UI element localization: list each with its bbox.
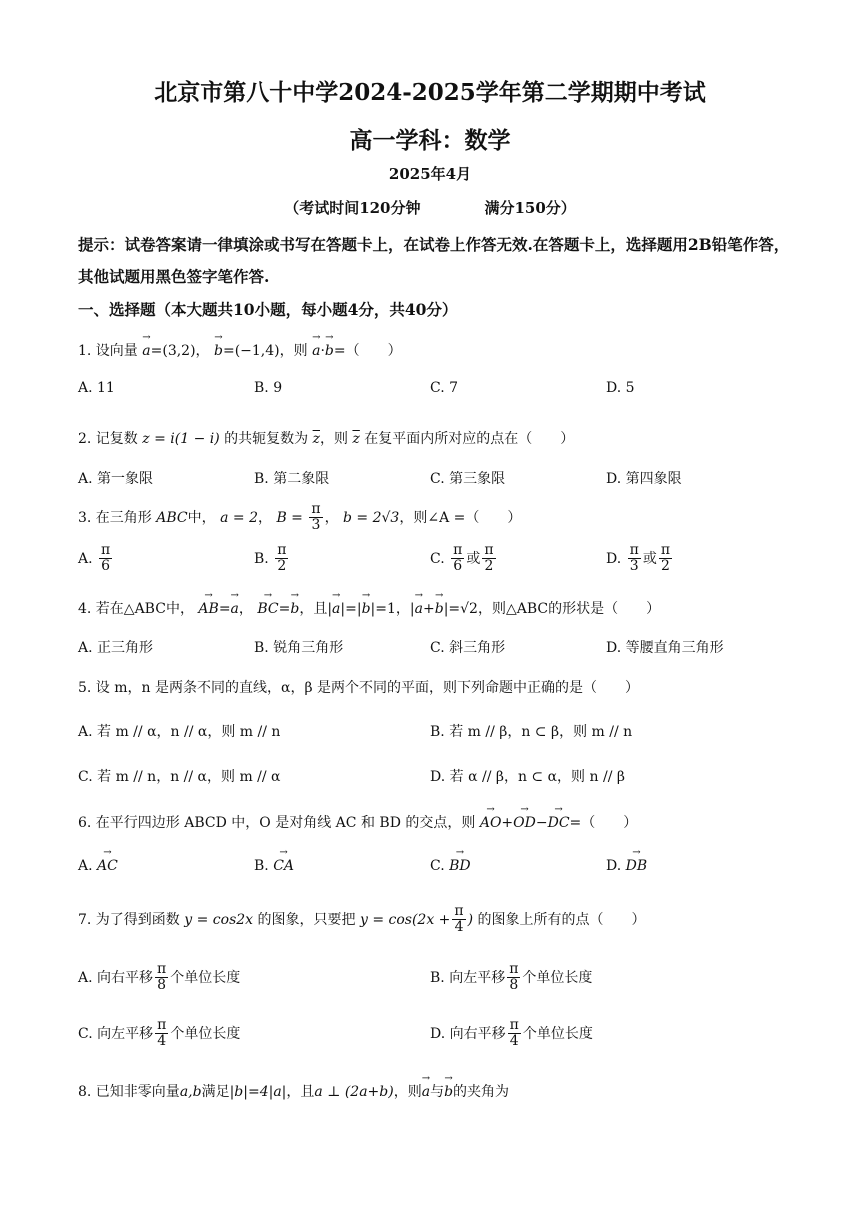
exam-info — [0, 197, 860, 218]
q2-stem2: 的共轭复数为 — [224, 431, 309, 447]
q6-c-vec: → BD — [449, 858, 471, 874]
q4-vb: → b — [290, 601, 299, 617]
q1-eq: =（ ） — [333, 343, 402, 359]
q2-stem4: 在复平面内所对应的点在（ ） — [364, 431, 575, 447]
q7-stem2: 的图象，只要把 — [257, 911, 356, 928]
question-2 — [78, 428, 574, 448]
exam-score: 满分150分） — [484, 199, 576, 217]
q1-option-b: B. 9 — [254, 380, 283, 396]
q7-option-c — [78, 1018, 240, 1050]
q7-c-num: π — [157, 1017, 167, 1033]
vector-b2: → b — [325, 343, 334, 359]
exam-time: （考试时间120分钟 — [284, 199, 421, 217]
q3-option-d — [606, 543, 674, 575]
q7-option-b — [430, 962, 592, 994]
q7-f2a: y = cos(2x + — [359, 911, 451, 928]
q2-option-d: D. 第四象限 — [606, 471, 682, 487]
q3-stem2: 中， — [187, 509, 216, 526]
q6-b-label: B. — [254, 858, 269, 874]
q7-a-post: 个单位长度 — [170, 969, 241, 986]
vector-AO: → AO — [480, 815, 502, 831]
q7-c-pre: C. 向左平移 — [78, 1025, 154, 1042]
vector-a2: → a — [312, 343, 320, 359]
exam-date: 2025年4月 — [388, 165, 472, 183]
q8-cond: |b|=4|a| — [229, 1084, 287, 1100]
q6-a-label: A. — [78, 858, 93, 874]
q6-c-label: C. — [430, 858, 445, 874]
vector-DC: → DC — [548, 815, 570, 831]
q1-option-a: A. 11 — [78, 380, 115, 396]
q4-option-d: D. 等腰直角三角形 — [606, 640, 724, 656]
q7-frac — [452, 904, 465, 936]
q8-stem3: ，且 — [286, 1084, 315, 1100]
q3-num: π — [311, 501, 321, 517]
q7-d-num: π — [509, 1017, 519, 1033]
q3-d-or: 或 — [642, 550, 657, 567]
vector-BC: → BC — [257, 601, 278, 617]
q8-b: → b — [444, 1084, 453, 1100]
q7-c-frac — [155, 1018, 168, 1050]
vector-AB: → AB — [198, 601, 218, 617]
q4-plus: + — [422, 601, 435, 617]
q4-option-b: B. 锐角三角形 — [254, 640, 344, 656]
question-1: 1. 设向量 → a=(3,2)， → b=(−1,4)，则 → a·→ b=（ ） — [78, 340, 402, 360]
q3-B: B = — [276, 509, 303, 526]
q2-option-b: B. 第二象限 — [254, 471, 330, 487]
q7-b-num: π — [509, 961, 519, 977]
q3-b: b = 2√3 — [343, 509, 400, 526]
q5-option-d: D. 若 α // β，n ⊂ α，则 n // β — [430, 769, 625, 785]
q4-cond4: |=√2，则△ABC的形状是（ ） — [443, 601, 661, 617]
q7-a-den: 8 — [157, 977, 167, 994]
q3-b-label: B. — [254, 550, 269, 567]
q3-option-c — [430, 543, 498, 575]
q8-ab: a,b — [179, 1084, 202, 1100]
q3-d-frac2 — [659, 543, 672, 575]
q8-stem1: 8. 已知非零向量 — [78, 1084, 180, 1100]
q3-a-num: π — [101, 542, 111, 558]
exam-title: 北京市第八十中学2024-2025学年第二学期期中考试 — [154, 79, 706, 106]
q1-tail: ，则 — [279, 343, 308, 359]
q8-stem2: 满足 — [201, 1084, 230, 1100]
q5-option-a: A. 若 m // α，n // α，则 m // n — [78, 724, 281, 740]
q3-d-d2: 2 — [660, 558, 670, 575]
q7-num: π — [454, 903, 464, 919]
q7-a-num: π — [157, 961, 167, 977]
q3-c-d1: 6 — [453, 558, 463, 575]
q2-stem3: ，则 — [320, 431, 348, 447]
q7-c-den: 4 — [157, 1033, 167, 1050]
q3-c-n2: π — [484, 542, 494, 558]
q8-perp: a ⊥ (2a+b) — [314, 1084, 394, 1100]
q3-c-label: C. — [430, 550, 445, 567]
q4-stem1: 4. 若在△ABC中， — [78, 601, 194, 617]
q3-d-frac1 — [628, 543, 641, 575]
q1-option-d: D. 5 — [606, 380, 635, 396]
q6-stem: 6. 在平行四边形 ABCD 中，O 是对角线 AC 和 BD 的交点，则 — [78, 815, 476, 831]
vector-OD: → OD — [513, 815, 536, 831]
vector-b: → b — [214, 343, 223, 359]
q7-stem3: 的图象上所有的点（ ） — [477, 911, 646, 928]
q4-va2: → a — [332, 601, 340, 617]
q3-a-den: 6 — [101, 558, 111, 575]
q6-b-vec: → CA — [273, 858, 294, 874]
question-7 — [78, 904, 646, 936]
q8-a: → a — [422, 1084, 430, 1100]
q3-b-num: π — [277, 542, 287, 558]
q2-zbar: $\overline{z}$ — [312, 431, 320, 447]
q7-b-frac — [507, 962, 520, 994]
question-4: 4. 若在△ABC中， → AB=→ a， → BC=→ b，且|→ a|=|→ b|=1，|→ a+→ b|=√2，则△ABC的形状是（ ） — [78, 598, 660, 618]
q4-cond1: ，且| — [299, 601, 333, 617]
q7-a-frac — [155, 962, 168, 994]
q6-option-c — [430, 858, 471, 874]
q7-d-post: 个单位长度 — [522, 1025, 593, 1042]
q4-cond3: |=1，| — [370, 601, 415, 617]
q1-stem: 1. 设向量 — [78, 343, 138, 359]
q4-eq2: = — [278, 601, 291, 617]
q7-stem1: 7. 为了得到函数 — [78, 911, 180, 928]
question-6: 6. 在平行四边形 ABCD 中，O 是对角线 AC 和 BD 的交点，则 → AO+→ OD−→ DC=（ ） — [78, 812, 637, 832]
q2-option-c: C. 第三象限 — [430, 471, 506, 487]
q6-d-label: D. — [606, 858, 622, 874]
q7-b-post: 个单位长度 — [522, 969, 593, 986]
section-heading: 一、选择题（本大题共10小题，每小题4分，共40分） — [78, 300, 458, 319]
q7-b-den: 8 — [509, 977, 519, 994]
q3-c-frac2 — [482, 543, 495, 575]
q3-c-d2: 2 — [484, 558, 494, 575]
q3-pi-over-3 — [309, 502, 322, 534]
q3-c-or: 或 — [466, 550, 481, 567]
q3-c-n1: π — [453, 542, 463, 558]
q2-option-a: A. 第一象限 — [78, 471, 154, 487]
q4-vb3: → b — [435, 601, 444, 617]
q2-stem1: 2. 记复数 — [78, 431, 138, 447]
q4-va3: → a — [415, 601, 423, 617]
q3-stem1: 3. 在三角形 — [78, 509, 152, 526]
q7-d-pre: D. 向右平移 — [430, 1025, 506, 1042]
q7-den: 4 — [454, 919, 464, 936]
q6-d-vec: → DB — [626, 858, 648, 874]
q8-tail: 的夹角为 — [453, 1084, 510, 1100]
q3-option-b — [254, 543, 290, 575]
q6-option-d — [606, 858, 647, 874]
q3-tail: ，则∠A =（ ） — [399, 509, 522, 526]
q1-b-value: =(−1,4) — [222, 343, 280, 359]
q4-option-a: A. 正三角形 — [78, 640, 154, 656]
q3-option-a — [78, 543, 114, 575]
exam-tip: 提示：试卷答案请一律填涂或书写在答题卡上，在试卷上作答无效.在答题卡上，选择题用2B铅笔作答，其他试题用黑色签字笔作答. — [78, 235, 790, 286]
vector-a: → a — [142, 343, 150, 359]
q7-d-den: 4 — [509, 1033, 519, 1050]
q7-d-frac — [508, 1018, 521, 1050]
exam-subtitle: 高一学科：数学 — [349, 127, 511, 154]
q3-a-label: A. — [78, 550, 93, 567]
q3-d-label: D. — [606, 550, 622, 567]
q8-with: 与 — [430, 1084, 445, 1100]
q3-b-frac — [275, 543, 288, 575]
q3-c-frac1 — [451, 543, 464, 575]
question-3: 3. 在三角形 ABC中， a = 2， B = $\frac{\pi}{3}$ ， b = 2√3，则∠A =（ ） — [78, 501, 522, 534]
q3-a-frac — [99, 543, 112, 575]
q3-a: a = 2 — [220, 509, 258, 526]
q3-d-n2: π — [660, 542, 671, 558]
q5-option-b: B. 若 m // β，n ⊂ β，则 m // n — [430, 724, 633, 740]
question-5: 5. 设 m，n 是两条不同的直线，α，β 是两个不同的平面，则下列命题中正确的是（ ） — [78, 680, 639, 696]
q2-zbar2: $\overline{z}$ — [352, 431, 360, 447]
question-8 — [78, 1081, 509, 1101]
q3-den: 3 — [311, 517, 321, 534]
q7-c-post: 个单位长度 — [170, 1025, 241, 1042]
q2-expr: z = i(1 − i) — [142, 431, 220, 447]
q5-option-c: C. 若 m // n，n // α，则 m // α — [78, 769, 281, 785]
q4-eq1: = — [218, 601, 231, 617]
q8-stem4: ，则 — [393, 1084, 422, 1100]
q3-d-n1: π — [629, 542, 639, 558]
q7-option-d — [430, 1018, 593, 1050]
q7-f2b: ) — [467, 911, 474, 928]
q6-option-b — [254, 858, 294, 874]
q1-option-c: C. 7 — [430, 380, 459, 396]
q6-a-vec: → AC — [97, 858, 118, 874]
q3-b-den: 2 — [277, 558, 287, 575]
q6-tail: =（ ） — [569, 815, 638, 831]
q3-d-d1: 3 — [629, 558, 639, 575]
q7-a-pre: A. 向右平移 — [78, 969, 154, 986]
q7-b-pre: B. 向左平移 — [430, 969, 506, 986]
q7-f1: y = cos2x — [184, 911, 254, 928]
q4-vb2: → b — [362, 601, 371, 617]
q4-cond2: |=| — [340, 601, 362, 617]
q1-a-value: =(3,2) — [150, 343, 196, 359]
q7-option-a — [78, 962, 240, 994]
q4-va: → a — [231, 601, 239, 617]
q4-option-c: C. 斜三角形 — [430, 640, 506, 656]
q6-option-a — [78, 858, 118, 874]
q3-triangle: ABC — [156, 509, 188, 526]
